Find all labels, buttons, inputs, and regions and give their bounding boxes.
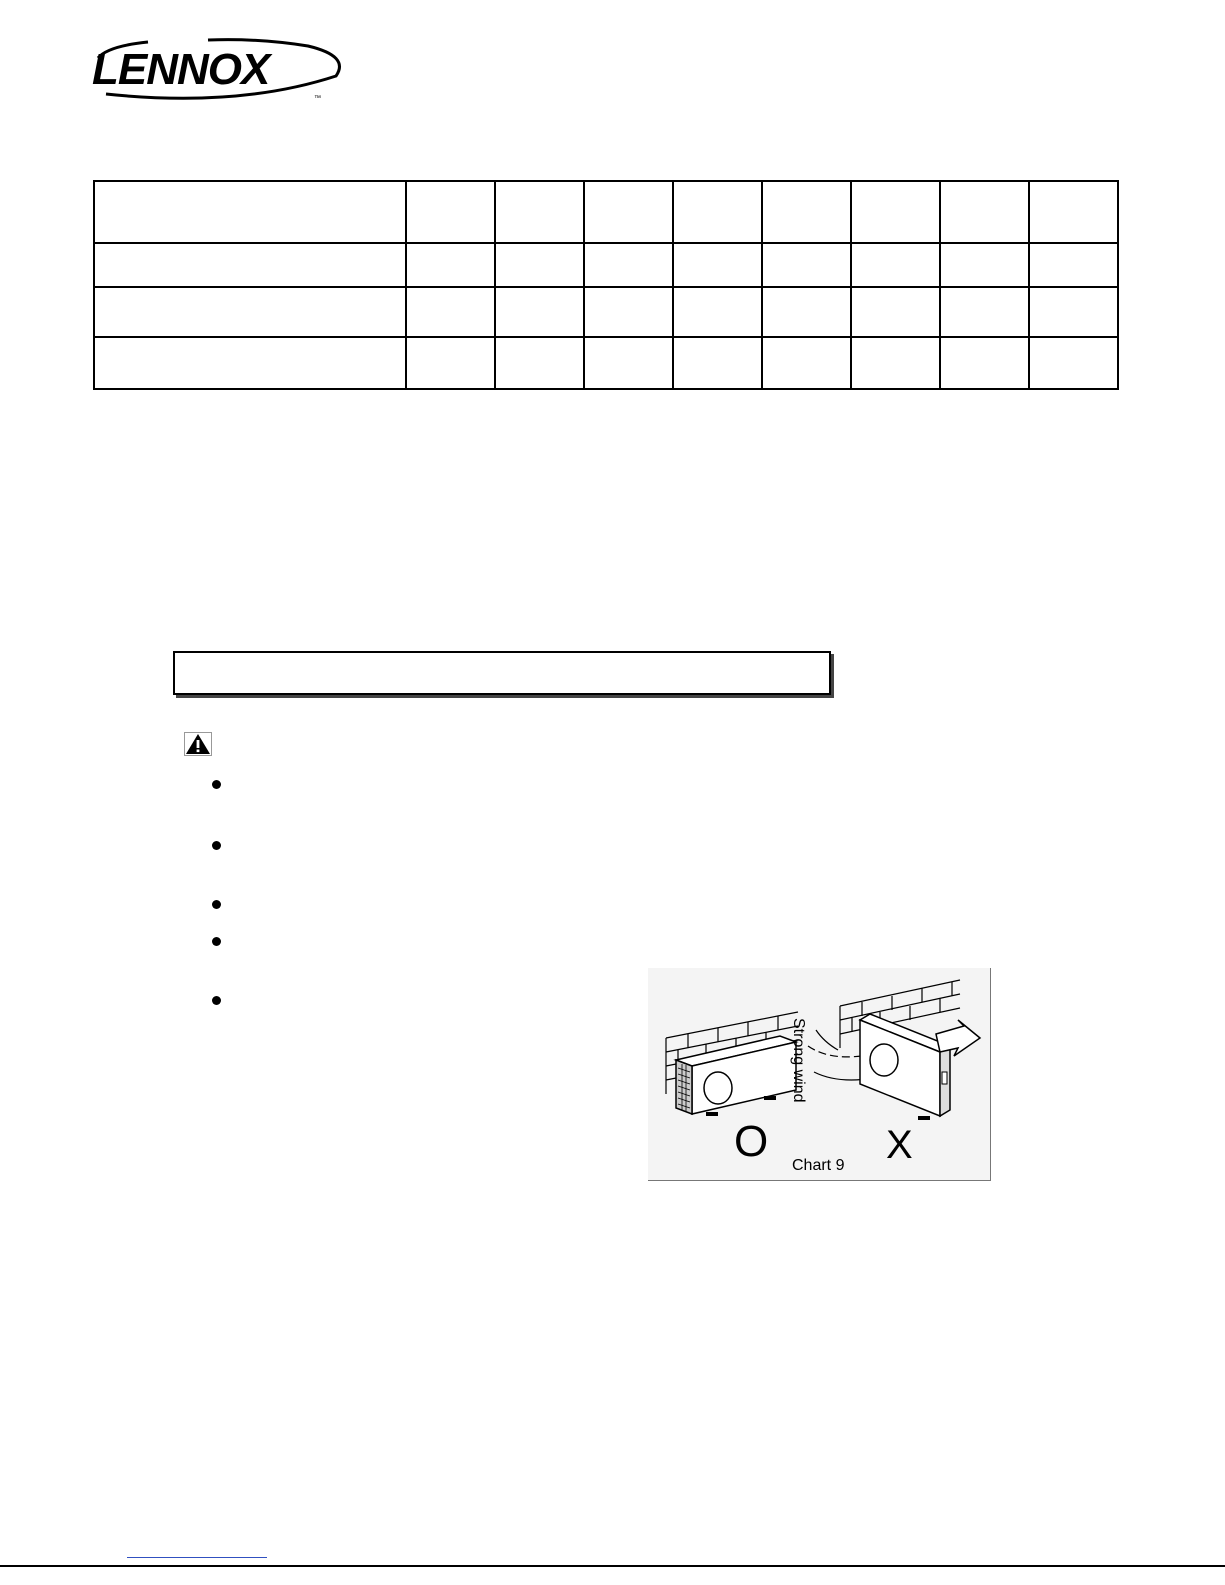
table-cell — [495, 287, 584, 337]
table-cell — [940, 287, 1029, 337]
bullet-point — [212, 841, 221, 850]
installation-illustration — [648, 968, 990, 1180]
table-cell — [584, 181, 673, 243]
table-cell — [406, 181, 495, 243]
spec-table — [93, 180, 1119, 390]
lennox-logo — [88, 36, 348, 102]
table-cell — [762, 337, 851, 389]
table-cell — [673, 243, 762, 287]
table-cell — [1029, 287, 1118, 337]
table-cell — [406, 243, 495, 287]
logo-tm: ™ — [314, 95, 321, 102]
table-cell — [495, 243, 584, 287]
table-row — [94, 243, 1118, 287]
table-cell — [851, 337, 940, 389]
table-cell — [1029, 337, 1118, 389]
table-cell — [406, 337, 495, 389]
table-cell — [584, 287, 673, 337]
wind-arrow-icon — [936, 1020, 980, 1056]
table-cell — [673, 287, 762, 337]
section-heading-box — [173, 651, 831, 695]
correct-mark: O — [734, 1117, 769, 1166]
table-cell — [940, 181, 1029, 243]
table-cell — [94, 337, 406, 389]
table-cell — [1029, 181, 1118, 243]
table-cell — [406, 287, 495, 337]
table-cell — [762, 181, 851, 243]
table-cell — [584, 243, 673, 287]
table-cell — [94, 243, 406, 287]
table-cell — [94, 181, 406, 243]
table-cell — [94, 287, 406, 337]
table-row — [94, 337, 1118, 389]
bullet-point — [212, 780, 221, 789]
table-cell — [940, 337, 1029, 389]
table-cell — [584, 337, 673, 389]
warning-triangle-icon — [184, 732, 212, 756]
table-cell — [495, 337, 584, 389]
footer-rule — [0, 1565, 1225, 1567]
chart-9-figure — [648, 968, 991, 1181]
table-cell — [851, 181, 940, 243]
table-header-row — [94, 181, 1118, 243]
table-cell — [673, 337, 762, 389]
table-cell — [673, 181, 762, 243]
table-cell — [851, 287, 940, 337]
logo-text: LENNOX — [92, 45, 270, 94]
table-cell — [851, 243, 940, 287]
table-cell — [762, 287, 851, 337]
incorrect-mark: X — [886, 1123, 913, 1167]
table-cell — [940, 243, 1029, 287]
table-cell — [762, 243, 851, 287]
table-row — [94, 287, 1118, 337]
outdoor-unit-incorrect — [860, 1014, 950, 1120]
bullet-point — [212, 937, 221, 946]
table-cell — [1029, 243, 1118, 287]
table-cell — [495, 181, 584, 243]
bullet-point — [212, 900, 221, 909]
footer-link-underline[interactable] — [127, 1557, 267, 1558]
bullet-point — [212, 996, 221, 1005]
figure-caption: Chart 9 — [792, 1157, 845, 1174]
outdoor-unit-correct — [676, 1036, 796, 1116]
wind-label: Strong wind — [790, 1018, 807, 1103]
